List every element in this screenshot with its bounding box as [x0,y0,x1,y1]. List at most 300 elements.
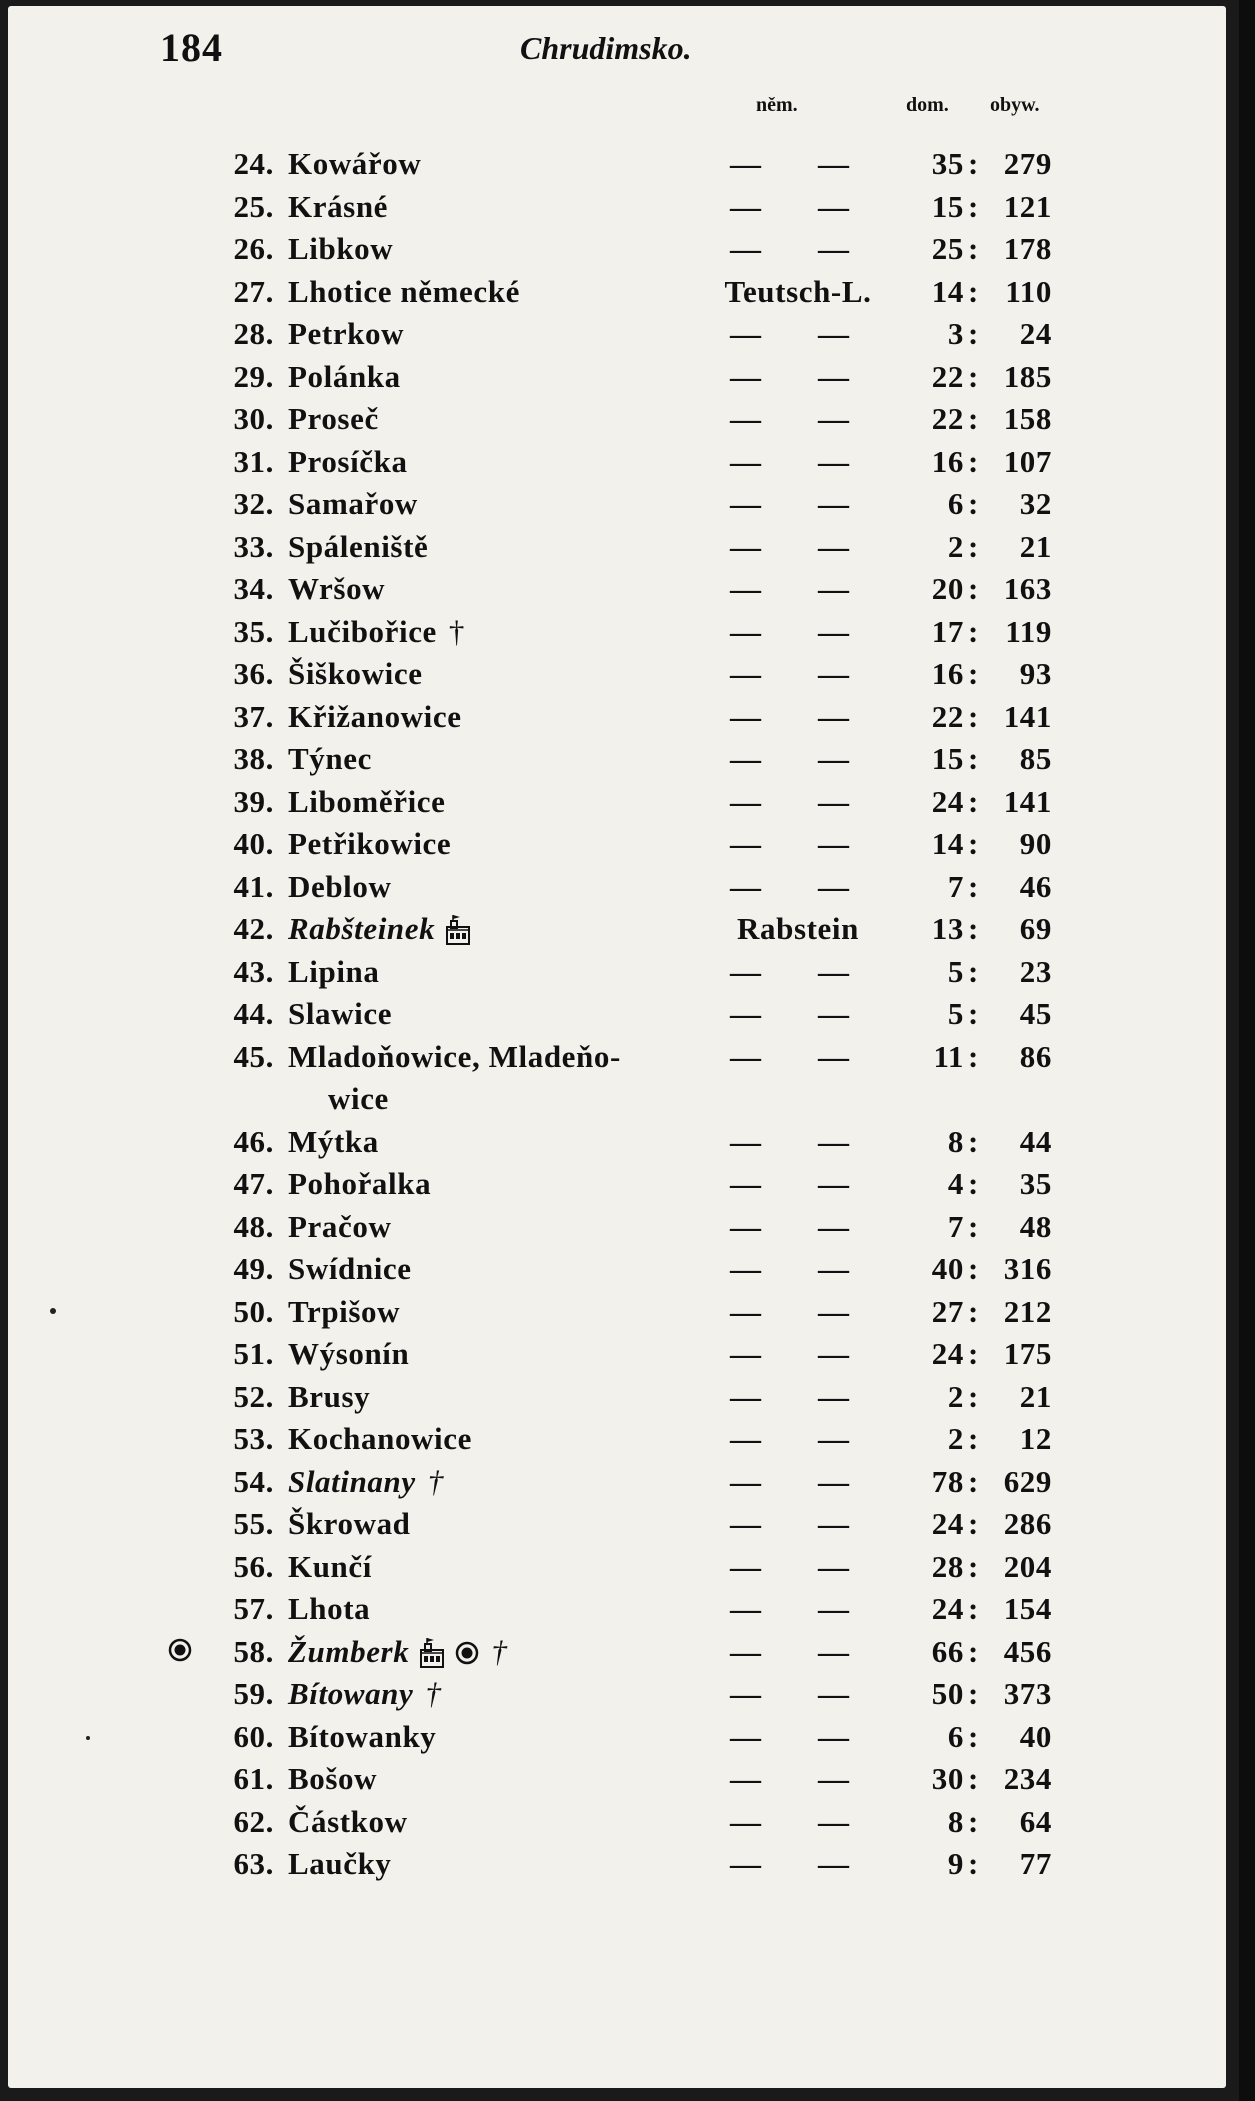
row-number: 63. [233,1846,274,1881]
settlement-name [288,568,385,610]
table-row [8,1673,1208,1716]
dash-mark: — [730,1761,762,1796]
settlement-name-text: Žumberk [288,1633,410,1669]
print-speck [86,1736,90,1740]
inhabitants-count: 141 [1003,783,1052,819]
dash-mark: — [730,486,762,521]
houses-count: 24 [931,1336,964,1371]
dash-mark: — [730,953,762,989]
table-row [8,356,1208,399]
separator: : [968,741,979,776]
houses-count: 8 [947,1123,964,1159]
dash-mark: — [818,1676,850,1711]
inhabitants-count: 456 [1003,1633,1052,1669]
row-number: 61. [233,1761,274,1796]
inhabitants-count: 12 [1019,1421,1052,1456]
separator: : [968,231,979,266]
row-number: 44. [233,996,274,1031]
row-number: 30. [233,401,274,436]
dash-mark: — [818,868,850,904]
inhabitants-count: 212 [1003,1293,1052,1329]
dash-mark: — [818,1463,850,1499]
dash-mark: — [730,528,762,564]
separator: : [968,486,979,521]
settlement-name [288,1121,379,1163]
settlement-name [288,1163,431,1205]
row-number: 56. [233,1548,274,1584]
separator: : [968,1633,979,1669]
houses-count: 14 [931,273,964,309]
row-number: 52. [233,1378,274,1414]
dash-mark: — [730,316,762,351]
settlement-name-text: Liboměřice [288,783,446,819]
table-row [8,1418,1208,1461]
table-row [8,1461,1208,1504]
settlement-name-text: Rabšteinek [288,911,436,946]
separator: : [968,1038,979,1074]
dash-mark: — [730,1846,762,1881]
dash-mark: — [818,1421,850,1456]
houses-count: 35 [931,146,964,181]
dash-mark: — [730,1336,762,1371]
settlement-name-text: Petrkow [288,316,405,351]
dash-mark: — [730,1421,762,1456]
settlement-name [288,1631,507,1673]
inhabitants-count: 35 [1019,1166,1052,1201]
dash-mark: — [730,1591,762,1626]
inhabitants-count: 86 [1019,1038,1052,1074]
dash-mark: — [818,1166,850,1201]
inhabitants-count: 119 [1005,613,1052,649]
dash-mark: — [730,698,762,734]
settlement-name-text: Petřikowice [288,826,452,861]
dash-mark: — [730,188,762,224]
dash-mark: — [818,1336,850,1371]
separator: : [968,1548,979,1584]
dash-mark: — [818,443,850,479]
inhabitants-count: 629 [1003,1463,1052,1499]
settlement-name-text: Spáleniště [288,528,429,564]
settlement-name [288,483,418,525]
table-row [8,313,1208,356]
settlement-name [288,823,451,865]
separator: : [968,1846,979,1881]
separator: : [968,1166,979,1201]
dash-mark: — [730,231,762,266]
houses-count: 2 [947,1378,964,1414]
dash-mark: — [818,316,850,351]
column-headers [8,94,1208,124]
dash-mark: — [818,783,850,819]
row-number: 35. [233,613,274,649]
table-row [8,1163,1208,1206]
row-number: 55. [233,1506,274,1541]
dash-mark: — [730,1463,762,1499]
dash-mark: — [730,783,762,819]
table-row [8,568,1208,611]
settlement-name-text: Lhotice německé [288,273,520,309]
table-row [8,653,1208,696]
houses-count: 24 [931,1591,964,1626]
dash-mark: — [730,1548,762,1584]
dash-mark: — [818,358,850,394]
separator: : [968,1803,979,1839]
separator: : [968,1676,979,1711]
dash-mark: — [730,741,762,776]
houses-count: 16 [931,656,964,691]
settlement-name [288,1291,400,1333]
row-number: 25. [233,188,274,224]
separator: : [968,273,979,309]
row-number: 27. [233,273,274,309]
settlement-name-text: Polánka [288,358,401,394]
houses-count: 8 [947,1803,964,1839]
dash-mark: — [730,1293,762,1329]
table-row [8,1121,1208,1164]
dash-mark: — [730,1251,762,1286]
table-row [8,1758,1208,1801]
page-number: 184 [160,25,223,70]
inhabitants-count: 286 [1003,1506,1052,1541]
settlement-name [288,1716,436,1758]
inhabitants-count: 93 [1019,656,1052,691]
bullseye-icon [455,1634,479,1658]
separator: : [968,188,979,224]
separator: : [968,1506,979,1541]
houses-count: 17 [931,613,964,649]
houses-count: 2 [947,528,964,564]
row-number: 43. [233,953,274,989]
table-row [8,908,1208,951]
dash-mark: — [818,698,850,734]
inhabitants-count: 141 [1003,698,1052,734]
row-number: 53. [233,1421,274,1456]
houses-count: 14 [931,826,964,861]
inhabitants-count: 107 [1003,443,1052,479]
inhabitants-count: 32 [1019,486,1052,521]
separator: : [968,443,979,479]
settlement-name [288,908,471,950]
row-number: 28. [233,316,274,351]
settlement-name [288,398,379,440]
dash-mark: — [818,1591,850,1626]
dash-mark: — [730,996,762,1031]
inhabitants-count: 40 [1019,1718,1052,1754]
dash-mark: — [730,443,762,479]
dash-mark: — [730,826,762,861]
houses-count: 27 [931,1293,964,1329]
inhabitants-count: 77 [1019,1846,1052,1881]
table-row [8,1376,1208,1419]
separator: : [968,868,979,904]
row-number: 40. [233,826,274,861]
row-number: 50. [233,1293,274,1329]
inhabitants-count: 90 [1019,826,1052,861]
settlement-name-text: Škrowad [288,1506,411,1541]
print-speck [50,1308,56,1314]
settlement-name [288,696,462,738]
settlement-name-text: Pračow [288,1208,392,1244]
church-cross-icon: † [491,1633,508,1669]
inhabitants-count: 204 [1003,1548,1052,1584]
houses-count: 22 [931,401,964,436]
page-edge-shadow [1239,0,1255,2101]
settlement-name [288,866,392,908]
houses-count: 9 [947,1846,964,1881]
houses-count: 3 [947,316,964,351]
settlement-name-text: Krásné [288,188,389,224]
settlement-name [288,1588,370,1630]
castle-icon [419,1637,445,1667]
separator: : [968,1208,979,1244]
inhabitants-count: 175 [1003,1336,1052,1371]
bullseye-icon [168,1631,192,1655]
row-number: 42. [233,911,274,946]
dash-mark: — [730,1208,762,1244]
inhabitants-count: 373 [1003,1676,1052,1711]
inhabitants-count: 158 [1003,401,1052,436]
houses-count: 25 [931,231,964,266]
settlement-name [288,781,446,823]
houses-count: 40 [931,1251,964,1286]
houses-count: 5 [947,996,964,1031]
settlement-name [288,271,520,313]
houses-count: 15 [931,188,964,224]
dash-mark: — [818,613,850,649]
separator: : [968,401,979,436]
separator: : [968,358,979,394]
settlement-name [288,1546,372,1588]
settlement-name [288,526,428,568]
settlement-name [288,1376,370,1418]
separator: : [968,1591,979,1626]
houses-count: 22 [931,358,964,394]
dash-mark: — [818,1378,850,1414]
row-number: 38. [233,741,274,776]
separator: : [968,146,979,181]
houses-count: 28 [931,1548,964,1584]
settlement-name-text: Libkow [288,231,394,266]
page-header [160,24,1060,84]
dash-mark: — [818,1718,850,1754]
dash-mark: — [730,613,762,649]
dash-mark: — [730,146,762,181]
table-row [8,271,1208,314]
table-row [8,696,1208,739]
houses-count: 24 [931,783,964,819]
settlement-name [288,356,401,398]
settlement-name-text: Slawice [288,996,393,1031]
separator: : [968,528,979,564]
row-number: 36. [233,656,274,691]
german-name: Teutsch-L. [724,273,872,309]
dash-mark: — [818,656,850,691]
settlement-name [288,738,372,780]
separator: : [968,783,979,819]
settlement-name-text: Bošow [288,1761,378,1796]
dash-mark: — [818,1123,850,1159]
separator: : [968,656,979,691]
settlement-name [288,1673,442,1715]
table-row [8,483,1208,526]
settlement-name-text: Kowářow [288,146,422,181]
settlement-name-text: Samařow [288,486,418,521]
dash-mark: — [818,1208,850,1244]
dash-mark: — [818,188,850,224]
german-name: Rabstein [737,911,859,946]
table-row [8,1631,1208,1674]
dash-mark: — [818,996,850,1031]
separator: : [968,1761,979,1796]
settlement-name-text: Kochanowice [288,1421,472,1456]
row-number: 59. [233,1676,274,1711]
settlement-table [8,143,1208,1886]
houses-count: 6 [947,1718,964,1754]
inhabitants-count: 48 [1019,1208,1052,1244]
table-row [8,526,1208,569]
inhabitants-count: 45 [1019,996,1052,1031]
inhabitants-count: 110 [1005,273,1052,309]
separator: : [968,911,979,946]
dash-mark: — [730,1803,762,1839]
settlement-name-text: Částkow [288,1803,408,1839]
inhabitants-count: 21 [1019,528,1052,564]
table-row [8,738,1208,781]
inhabitants-count: 46 [1019,868,1052,904]
row-number: 60. [233,1718,274,1754]
row-number: 58. [233,1633,274,1669]
settlement-name-text: Swídnice [288,1251,412,1286]
dash-mark: — [818,401,850,436]
row-number: 46. [233,1123,274,1159]
inhabitants-count: 234 [1003,1761,1052,1796]
settlement-name-text: Mladoňowice, Mladeňo- [288,1038,621,1074]
separator: : [968,316,979,351]
houses-count: 78 [931,1463,964,1499]
dash-mark: — [818,1846,850,1881]
table-row [8,1546,1208,1589]
houses-count: 13 [931,911,964,946]
church-cross-icon: † [448,613,466,649]
settlement-name [288,1248,412,1290]
table-row [8,1248,1208,1291]
dash-mark: — [730,358,762,394]
settlement-name [288,1036,621,1078]
settlement-name-text: Bítowanky [288,1718,437,1754]
settlement-name-text: Lučibořice [288,613,437,649]
table-row [8,1206,1208,1249]
row-number: 39. [233,783,274,819]
dash-mark: — [818,741,850,776]
settlement-name [288,1801,408,1843]
table-row [8,1503,1208,1546]
book-page [8,6,1226,2088]
row-number: 51. [233,1336,274,1371]
settlement-name-text: Prosíčka [288,443,408,479]
houses-count: 16 [931,443,964,479]
column-header-german: něm. [756,94,798,116]
settlement-name-text: Trpišow [288,1293,401,1329]
dash-mark: — [818,571,850,606]
separator: : [968,1421,979,1456]
settlement-name-text: Křižanowice [288,698,462,734]
dash-mark: — [730,1378,762,1414]
inhabitants-count: 85 [1019,741,1052,776]
settlement-name-text: Wršow [288,571,386,606]
separator: : [968,1251,979,1286]
church-cross-icon: † [425,1676,442,1711]
inhabitants-count: 316 [1003,1251,1052,1286]
row-number: 41. [233,868,274,904]
houses-count: 6 [947,486,964,521]
dash-mark: — [818,528,850,564]
row-number: 33. [233,528,274,564]
houses-count: 24 [931,1506,964,1541]
settlement-name [288,1206,391,1248]
dash-mark: — [818,146,850,181]
settlement-name [288,1503,411,1545]
table-row [8,993,1208,1036]
dash-mark: — [818,1761,850,1796]
houses-count: 22 [931,698,964,734]
separator: : [968,1336,979,1371]
dash-mark: — [818,1506,850,1541]
separator: : [968,571,979,606]
settlement-name-text: Deblow [288,868,392,904]
separator: : [968,1123,979,1159]
dash-mark: — [730,1506,762,1541]
dash-mark: — [730,656,762,691]
table-row [8,143,1208,186]
inhabitants-count: 154 [1003,1591,1052,1626]
table-row [8,1716,1208,1759]
houses-count: 15 [931,741,964,776]
dash-mark: — [818,1038,850,1074]
row-number: 37. [233,698,274,734]
church-cross-icon: † [427,1463,444,1499]
column-header-houses: dom. [906,94,949,116]
dash-mark: — [730,1166,762,1201]
settlement-name-text: Mýtka [288,1123,379,1159]
settlement-name-text: Slatinany [288,1463,416,1499]
houses-count: 2 [947,1421,964,1456]
row-number: 47. [233,1166,274,1201]
separator: : [968,1463,979,1499]
separator: : [968,698,979,734]
settlement-name-text: Wýsonín [288,1336,410,1371]
dash-mark: — [818,231,850,266]
row-number: 29. [233,358,274,394]
dash-mark: — [730,1038,762,1074]
houses-count: 7 [947,1208,964,1244]
dash-mark: — [730,1676,762,1711]
settlement-name-text: Lipina [288,953,380,989]
castle-icon [445,914,471,944]
table-row [8,1333,1208,1376]
table-row [8,1801,1208,1844]
houses-count: 66 [931,1633,964,1669]
row-number: 49. [233,1251,274,1286]
houses-count: 50 [931,1676,964,1711]
settlement-name [288,653,423,695]
settlement-name [288,1333,409,1375]
settlement-name [288,186,388,228]
dash-mark: — [818,1803,850,1839]
houses-count: 7 [947,868,964,904]
table-row [8,1588,1208,1631]
settlement-name [288,951,379,993]
dash-mark: — [818,1548,850,1584]
